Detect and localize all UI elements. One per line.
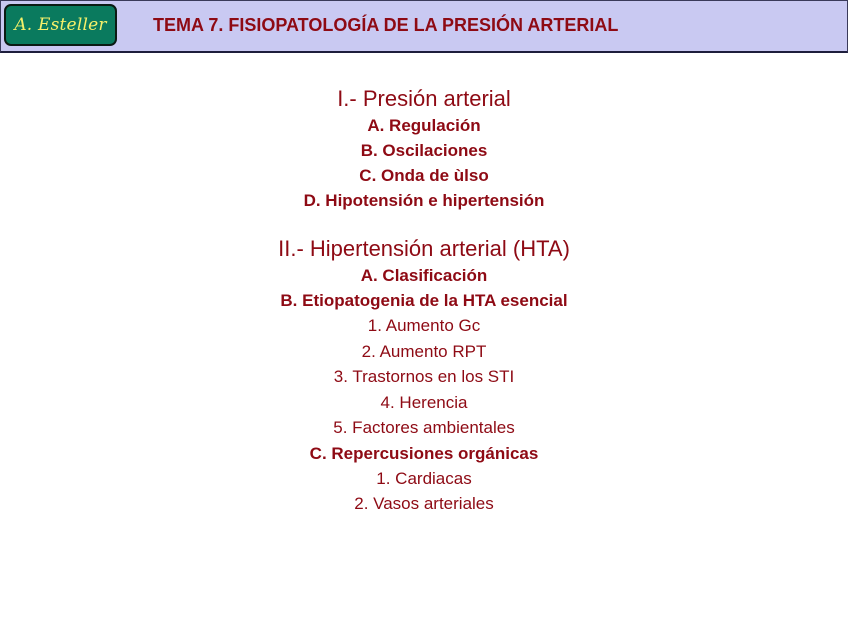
section-2-item-b: B. Etiopatogenia de la HTA esencial [280,291,568,310]
section-2-item-b-sub-5: 5. Factores ambientales [333,418,515,437]
author-logo [4,4,117,46]
section-1-item-c: C. Onda de ùlso [359,166,489,185]
logo-text: A. Esteller [14,15,107,35]
section-1-item-d: D. Hipotensión e hipertensión [303,191,545,210]
slide-title: TEMA 7. FISIOPATOLOGÍA DE LA PRESIÓN ARTERIAL [153,15,619,35]
section-2-item-c-sub-1: 1. Cardiacas [376,468,472,488]
section-2-item-a: A. Clasificación [360,266,488,285]
section-1-title: I.- Presión arterial [337,86,511,111]
section-1-item-b: B. Oscilaciones [360,141,488,160]
section-2-item-b-sub-1: 1. Aumento Gc [367,316,481,335]
outline [0,85,848,517]
section-2-item-b-sub-3: 3. Trastornos en los STI [333,367,515,386]
section-2-item-c-sub-2: 2. Vasos arteriales [354,494,494,513]
section-gap [0,213,848,235]
section-1-item-a: A. Regulación [367,116,481,135]
section-2-title: II.- Hipertensión arterial (HTA) [278,236,570,261]
section-2-item-c: C. Repercusiones orgánicas [309,443,539,463]
header-bar [0,0,848,53]
section-2-item-b-sub-4: 4. Herencia [380,392,468,412]
section-2-item-b-sub-2: 2. Aumento RPT [361,341,487,361]
